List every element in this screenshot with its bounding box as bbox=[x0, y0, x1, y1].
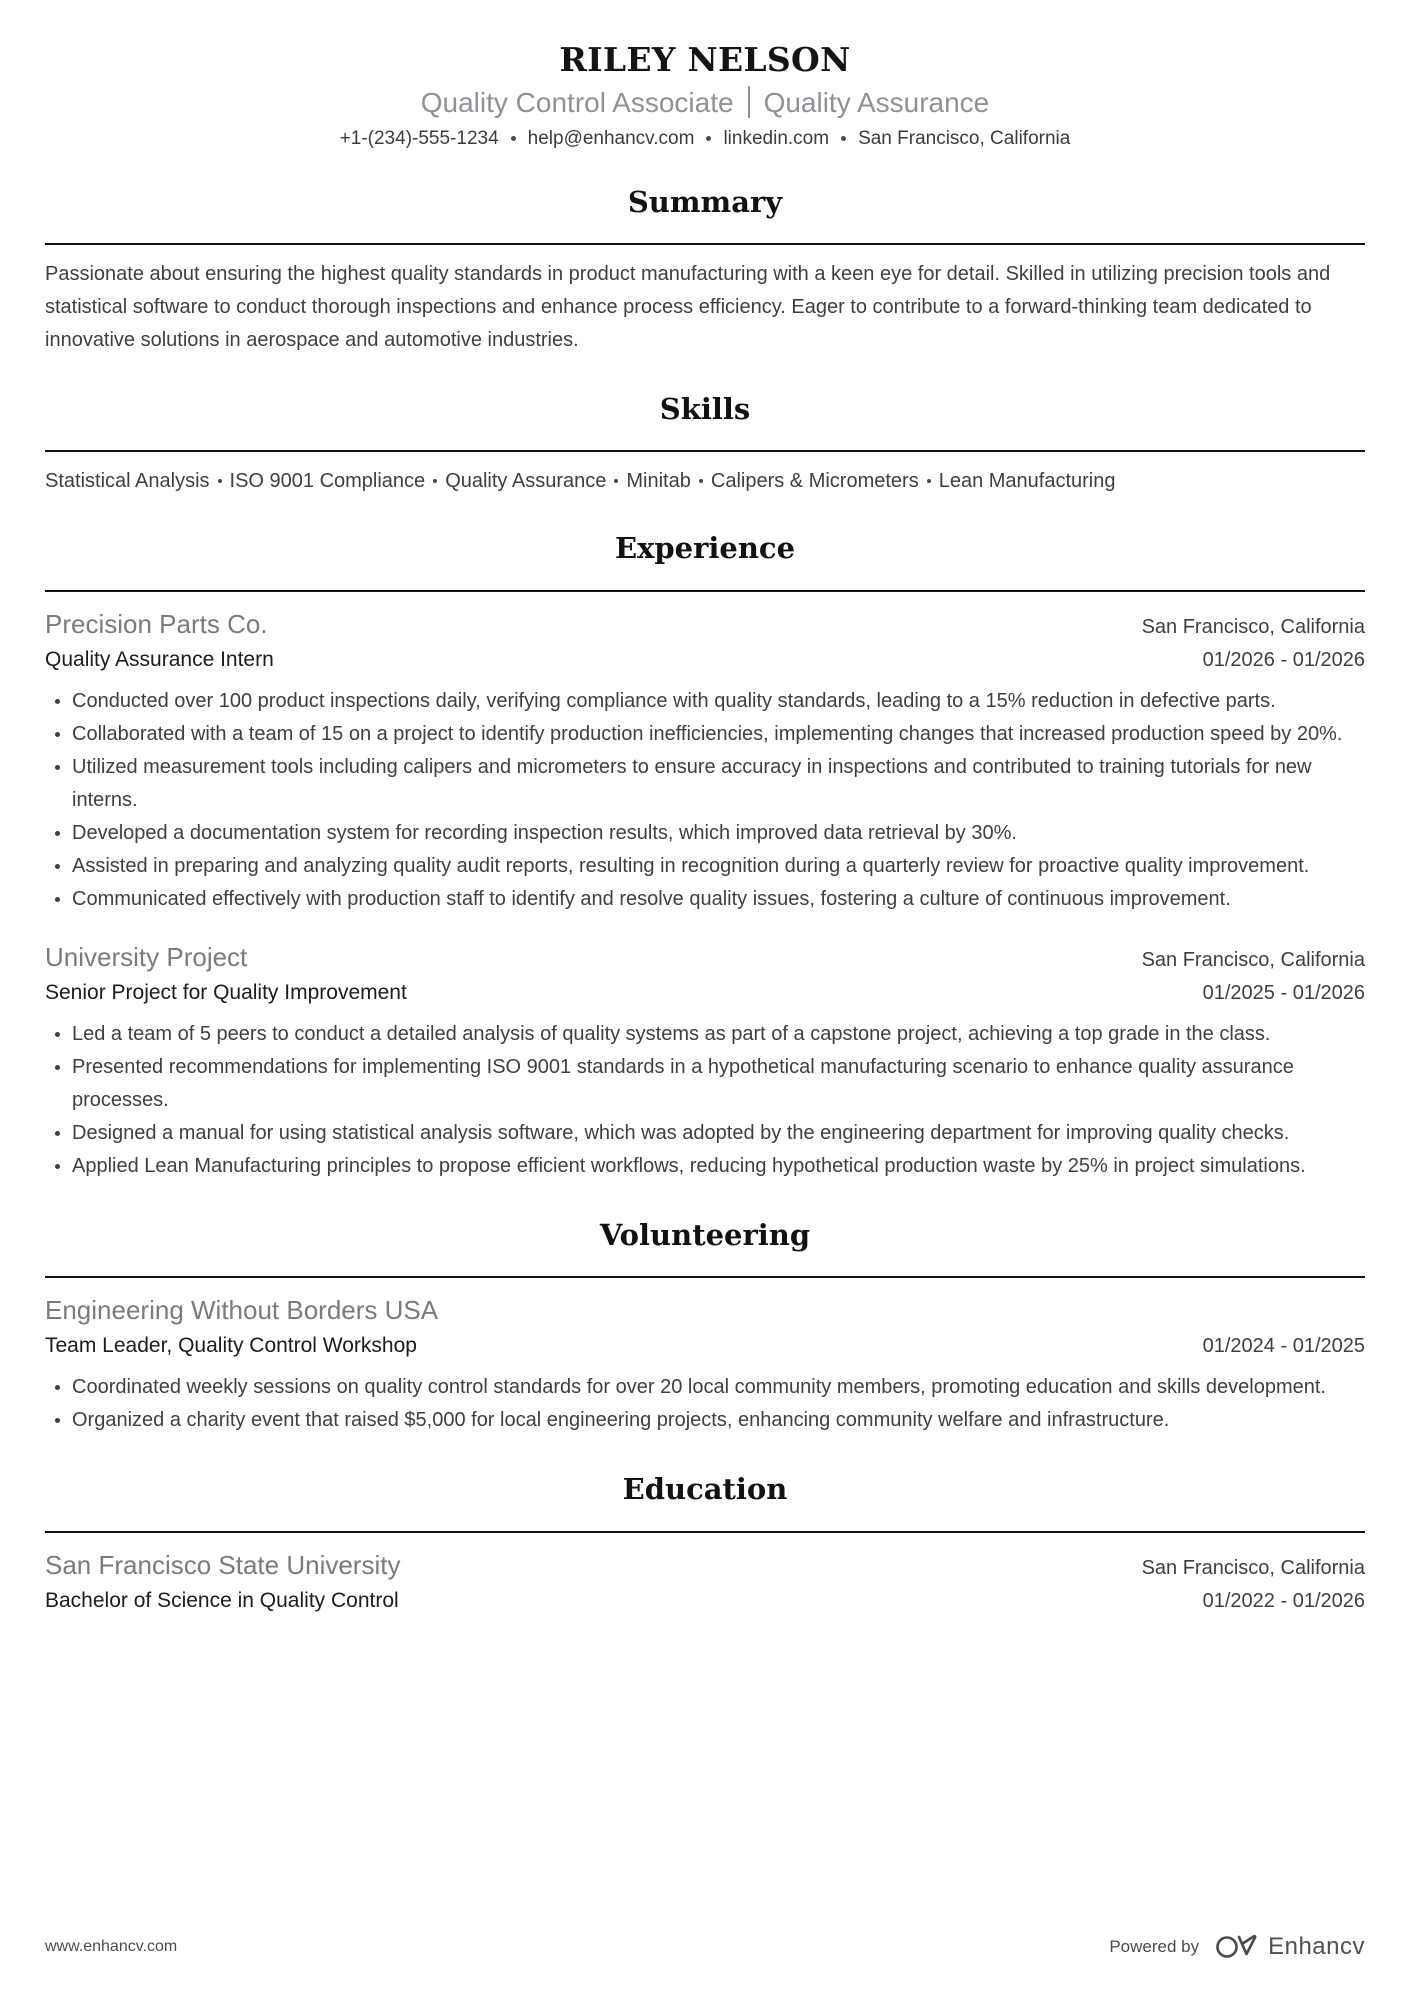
entry-dates: 01/2026 - 01/2026 bbox=[1202, 648, 1365, 671]
entry-header-row bbox=[45, 607, 1365, 641]
entry-header-row bbox=[45, 940, 1365, 974]
section-education bbox=[45, 1437, 1365, 1615]
bullet-item: Conducted over 100 product inspections daily, verifying compliance with quality standards, leading to a 15% reduction in defective parts. bbox=[72, 685, 1365, 718]
candidate-title-right: Quality Assurance bbox=[763, 86, 990, 118]
title-separator-bar bbox=[748, 86, 750, 118]
enhancv-logo-icon bbox=[1215, 1932, 1259, 1961]
entry-subheader-row bbox=[45, 1586, 1365, 1616]
contact-separator-dot bbox=[511, 136, 516, 141]
enhancv-wordmark: Enhancv bbox=[1268, 1932, 1365, 1960]
job-title: Senior Project for Quality Improvement bbox=[45, 980, 407, 1004]
entry-subheader-row bbox=[45, 1331, 1365, 1361]
section-skills bbox=[45, 357, 1365, 496]
degree-name: Bachelor of Science in Quality Control bbox=[45, 1588, 399, 1612]
skills-line bbox=[45, 466, 1365, 496]
job-title: Quality Assurance Intern bbox=[45, 647, 274, 671]
experience-entry bbox=[45, 607, 1365, 916]
email-link[interactable]: help@enhancv.com bbox=[527, 127, 695, 149]
company-name: University Project bbox=[45, 941, 248, 972]
footer-branding bbox=[1109, 1932, 1365, 1961]
bullet-item: Developed a documentation system for recording inspection results, which improved data retrieval by 30%. bbox=[72, 817, 1365, 850]
org-name: Engineering Without Borders USA bbox=[45, 1295, 439, 1326]
bullet-list bbox=[45, 1018, 1365, 1183]
bullet-item: Organized a charity event that raised $5,000 for local engineering projects, enhancing community welfare and infrastructure. bbox=[72, 1404, 1365, 1437]
section-rule bbox=[45, 243, 1365, 245]
skill-separator-dot bbox=[218, 479, 222, 483]
education-heading: Education bbox=[622, 1472, 788, 1507]
skill-item: Calipers & Micrometers bbox=[710, 470, 919, 493]
entry-location: San Francisco, California bbox=[1141, 948, 1365, 971]
bullet-item: Communicated effectively with production staff to identify and resolve quality issues, fostering a culture of continuous improvement. bbox=[72, 883, 1365, 916]
skill-item: ISO 9001 Compliance bbox=[229, 470, 426, 493]
section-rule bbox=[45, 450, 1365, 452]
candidate-title-left: Quality Control Associate bbox=[420, 86, 734, 118]
skill-separator-dot bbox=[699, 479, 703, 483]
bullet-item: Led a team of 5 peers to conduct a detailed analysis of quality systems as part of a capstone project, achieving a top grade in the class. bbox=[72, 1018, 1365, 1051]
entry-dates: 01/2022 - 01/2026 bbox=[1202, 1589, 1365, 1612]
entry-dates: 01/2025 - 01/2026 bbox=[1202, 981, 1365, 1004]
skill-separator-dot bbox=[433, 479, 437, 483]
experience-entry bbox=[45, 940, 1365, 1183]
company-name: Precision Parts Co. bbox=[45, 608, 268, 639]
section-experience bbox=[45, 496, 1365, 1182]
section-summary bbox=[45, 150, 1365, 357]
bullet-item: Presented recommendations for implementing ISO 9001 standards in a hypothetical manufacturing scenario to enhance quality assurance processes. bbox=[72, 1051, 1365, 1117]
contact-separator-dot bbox=[706, 136, 711, 141]
skill-item: Statistical Analysis bbox=[45, 470, 210, 493]
bullet-item: Utilized measurement tools including calipers and micrometers to ensure accuracy in inspections and contributed to training tutorials for new interns. bbox=[72, 751, 1365, 817]
skill-separator-dot bbox=[614, 479, 618, 483]
bullet-item: Designed a manual for using statistical analysis software, which was adopted by the engineering department for improving quality checks. bbox=[72, 1117, 1365, 1150]
bullet-list bbox=[45, 685, 1365, 916]
bullet-item: Collaborated with a team of 15 on a project to identify production inefficiencies, implementing changes that increased production speed by 20%. bbox=[72, 718, 1365, 751]
entry-location: San Francisco, California bbox=[1141, 615, 1365, 638]
education-entry bbox=[45, 1548, 1365, 1616]
contact-separator-dot bbox=[841, 136, 846, 141]
skill-item: Lean Manufacturing bbox=[938, 470, 1116, 493]
role-title: Team Leader, Quality Control Workshop bbox=[45, 1334, 417, 1358]
skill-item: Quality Assurance bbox=[445, 470, 607, 493]
contact-bar bbox=[45, 128, 1365, 150]
section-rule bbox=[45, 1531, 1365, 1533]
skill-separator-dot bbox=[927, 479, 931, 483]
experience-heading: Experience bbox=[614, 531, 796, 566]
bullet-list bbox=[45, 1371, 1365, 1437]
volunteering-entry bbox=[45, 1293, 1365, 1437]
volunteering-heading: Volunteering bbox=[599, 1217, 811, 1252]
bullet-item: Assisted in preparing and analyzing quality audit reports, resulting in recognition during a quarterly review for proactive quality improvement. bbox=[72, 850, 1365, 883]
powered-by-label: Powered by bbox=[1109, 1936, 1200, 1956]
section-rule bbox=[45, 1276, 1365, 1278]
resume-header bbox=[45, 40, 1365, 150]
skills-heading: Skills bbox=[659, 392, 751, 426]
phone-text: +1-(234)-555-1234 bbox=[339, 127, 499, 149]
entry-header-row bbox=[45, 1293, 1365, 1327]
entry-subheader-row bbox=[45, 645, 1365, 675]
location-text: San Francisco, California bbox=[858, 127, 1071, 149]
skill-item: Minitab bbox=[626, 470, 691, 493]
section-rule bbox=[45, 590, 1365, 592]
bullet-item: Coordinated weekly sessions on quality control standards for over 20 local community members, promoting education and skills development. bbox=[72, 1371, 1365, 1404]
enhancv-brand-link[interactable] bbox=[1215, 1932, 1365, 1961]
section-volunteering bbox=[45, 1183, 1365, 1437]
entry-location: San Francisco, California bbox=[1141, 1556, 1365, 1579]
page-footer bbox=[45, 1932, 1365, 1961]
candidate-name: RILEY NELSON bbox=[559, 40, 851, 79]
entry-dates: 01/2024 - 01/2025 bbox=[1202, 1335, 1365, 1358]
summary-heading: Summary bbox=[627, 184, 783, 219]
entry-header-row bbox=[45, 1548, 1365, 1582]
linkedin-link[interactable]: linkedin.com bbox=[723, 127, 830, 149]
candidate-title bbox=[45, 85, 1365, 120]
summary-text: Passionate about ensuring the highest quality standards in product manufacturing with a keen eye for detail. Skilled in utilizing precision tools and statistical software to conduct thorough inspections and enhance process efficiency. Eager to contribute to a forward-thinking team dedicated to innovative solutions in aerospace and automotive industries. bbox=[45, 263, 1331, 351]
bullet-item: Applied Lean Manufacturing principles to propose efficient workflows, reducing hypothetical production waste by 25% in project simulations. bbox=[72, 1150, 1365, 1183]
website-link[interactable]: www.enhancv.com bbox=[45, 1937, 178, 1955]
entry-subheader-row bbox=[45, 978, 1365, 1008]
school-name: San Francisco State University bbox=[45, 1549, 401, 1580]
